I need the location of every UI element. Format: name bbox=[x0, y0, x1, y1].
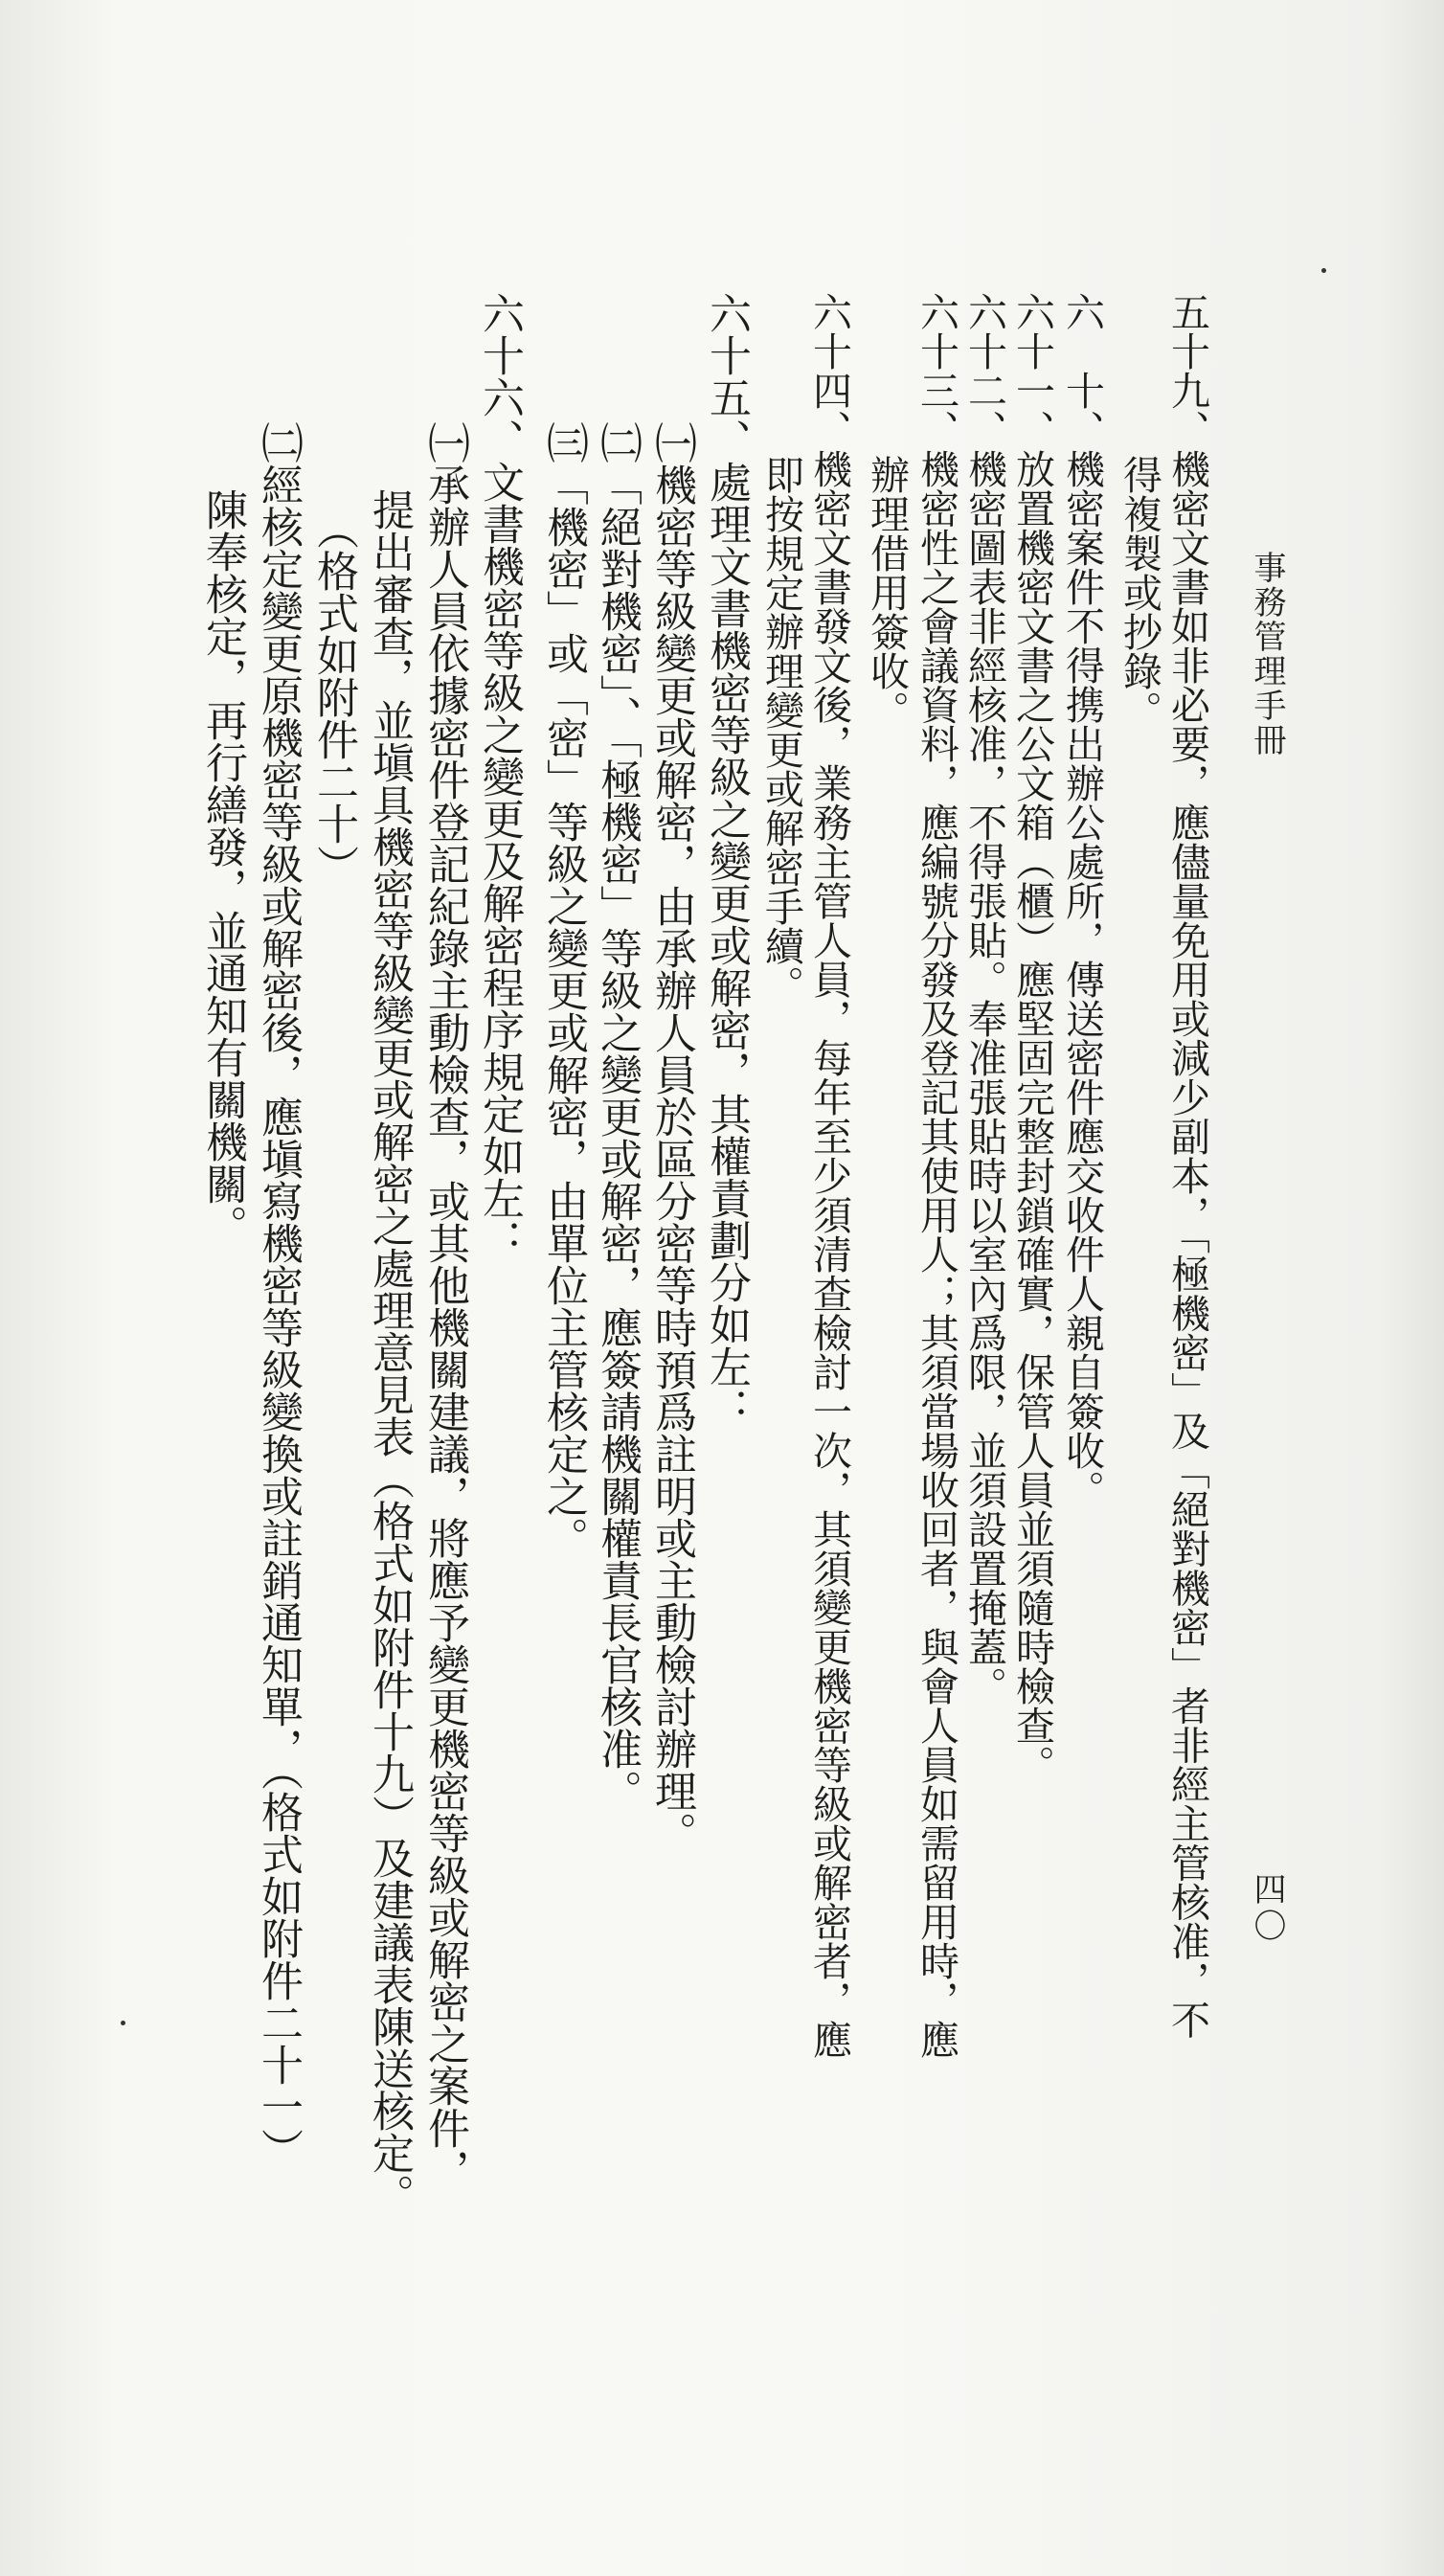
article-63-line-2: 辦理借用簽收。 bbox=[864, 455, 910, 730]
article-66-item-1-line-3: （格式如附件二十） bbox=[309, 508, 358, 887]
article-63-line-1: 六十三、機密性之會議資料，應編號分發及登記其使用人；其須當場收回者，與會人員如需留用時，應 bbox=[914, 292, 959, 2059]
article-59-line-2: 得複製或抄錄。 bbox=[1117, 455, 1162, 730]
article-66: 六十六、文書機密等級之變更及解密程序規定如左： bbox=[475, 292, 524, 1261]
article-65-item-1: ㈠機密等級變更或解密，由承辦人員於區分密等時預爲註明或主動檢討辦理。 bbox=[647, 421, 696, 1854]
article-66-item-2-line-2: 陳奉核定，再行繕發，並通知有關機關。 bbox=[198, 488, 247, 1247]
scan-edge-shadow bbox=[1377, 0, 1444, 2576]
scan-speck bbox=[1321, 268, 1326, 273]
article-61: 六十一、放置機密文書之公文箱（櫃）應堅固完整封鎖確實，保管人員並須隨時檢查。 bbox=[1009, 292, 1055, 1784]
article-64-line-1: 六十四、機密文書發文後，業務主管人員，每年至少須清查檢討一次，其須變更機密等級或解密者，應 bbox=[806, 292, 852, 2059]
article-65-item-2: ㈡「絕對機密」、「極機密」等級之變更或解密，應簽請機關權責長官核准。 bbox=[593, 421, 642, 1812]
article-66-item-1-line-2: 提出審查，並塡具機密等級變更或解密之處理意見表（格式如附件十九）及建議表陳送核定。 bbox=[365, 488, 414, 2216]
page-number: 四〇 bbox=[1248, 1872, 1286, 1945]
article-64-line-2: 即按規定辦理變更或解密手續。 bbox=[758, 455, 804, 1005]
running-header-title: 事務管理手冊 bbox=[1248, 551, 1286, 757]
article-60: 六 十、機密案件不得携出辦公處所，傳送密件應交收件人親自簽收。 bbox=[1059, 292, 1105, 1509]
scan-speck bbox=[121, 2021, 125, 2025]
article-66-item-2-line-1: ㈡經核定變更原機密等級或解密後，應塡寫機密等級變換或註銷通知單，（格式如附件二十一） bbox=[254, 421, 303, 2170]
article-66-item-1-line-1: ㈠承辦人員依據密件登記紀錄主動檢查，或其他機關建議，將應予變更機密等級或解密之案件， bbox=[420, 421, 469, 2191]
article-65: 六十五、處理文書機密等級之變更或解密，其權責劃分如左： bbox=[702, 292, 751, 1430]
article-65-item-3: ㈢「機密」或「密」等級之變更或解密，由單位主管核定之。 bbox=[539, 421, 588, 1559]
article-62: 六十二、機密圖表非經核准，不得張貼。奉准張貼時以室內爲限，並須設置掩蓋。 bbox=[961, 292, 1007, 1706]
article-59-line-1: 五十九、機密文書如非必要，應儘量免用或減少副本，「極機密」及「絕對機密」者非經主管核准，不 bbox=[1164, 292, 1210, 2040]
